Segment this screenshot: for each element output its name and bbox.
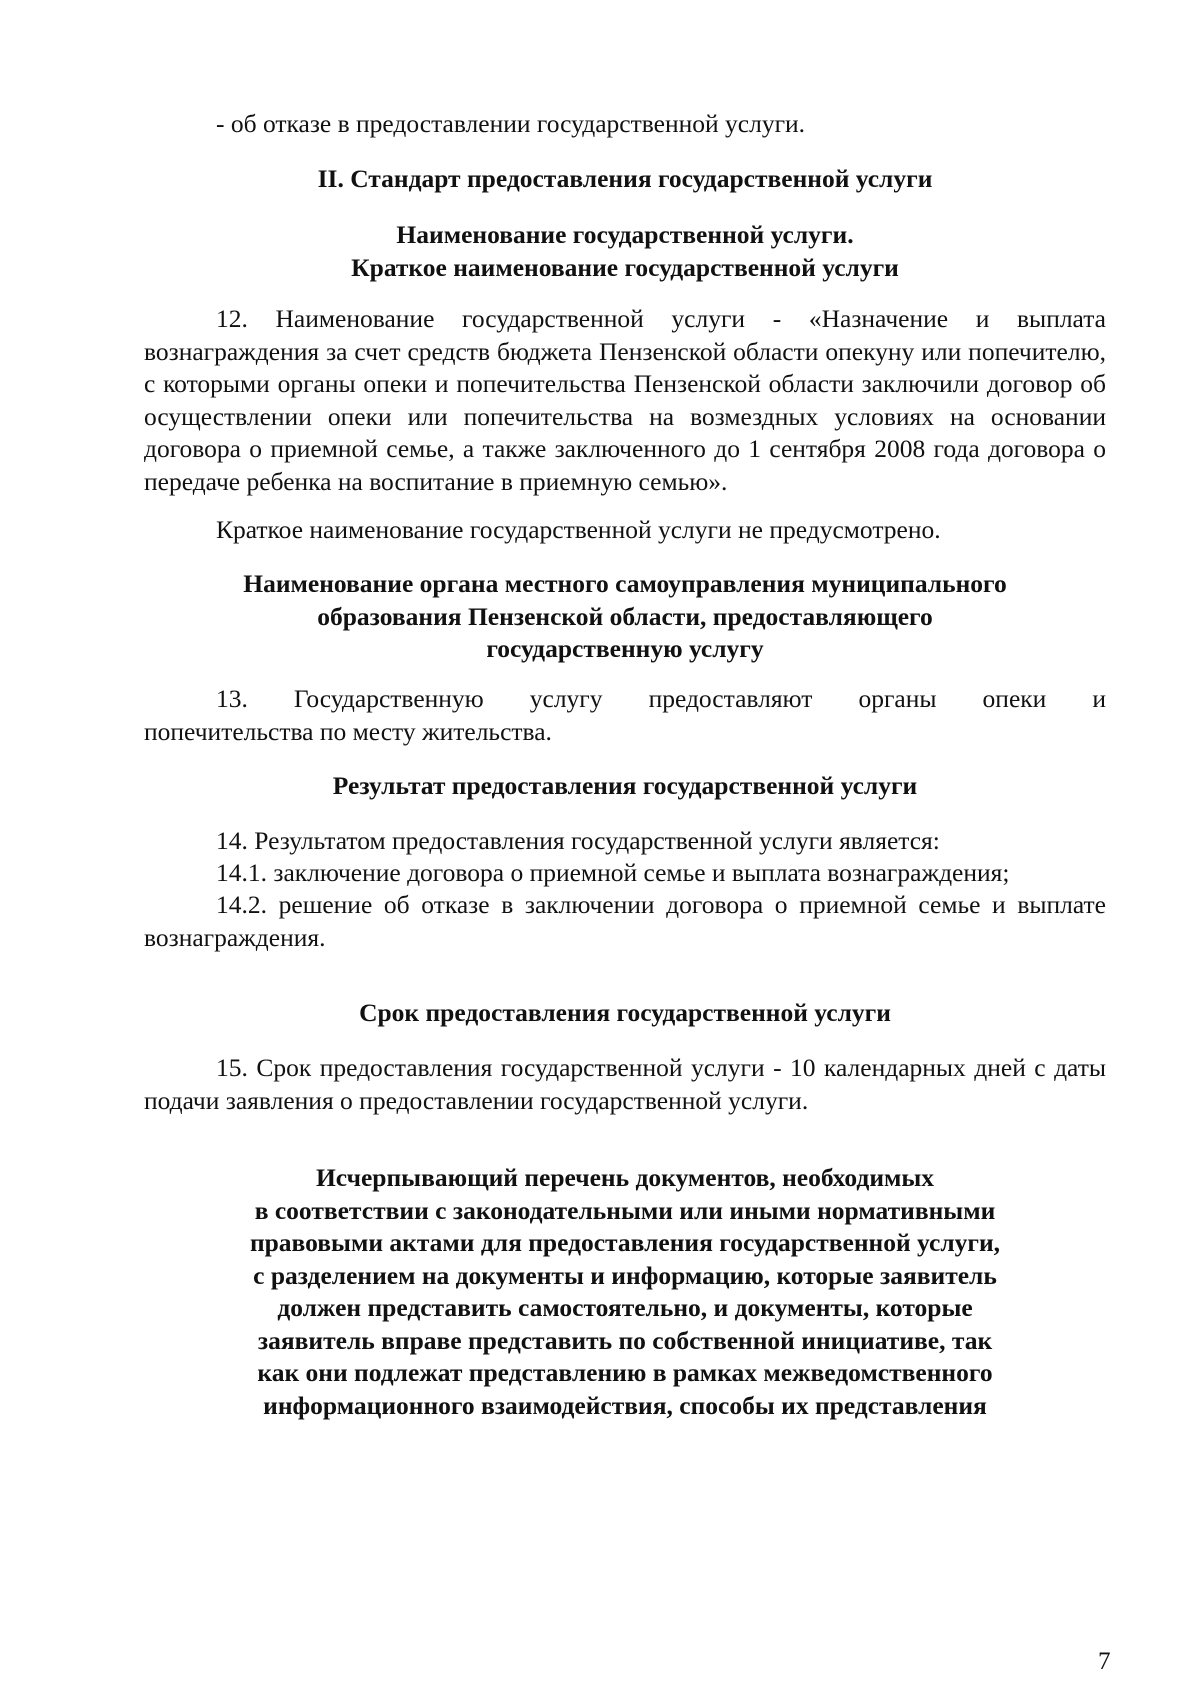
heading-line: Наименование органа местного самоуправления муниципального	[243, 569, 1007, 598]
heading-line: как они подлежат представлению в рамках межведомственного	[257, 1358, 993, 1387]
heading-line: заявитель вправе представить по собственной инициативе, так	[257, 1325, 993, 1355]
word: и	[1092, 684, 1106, 713]
heading-line: Исчерпывающий перечень документов, необходимых	[315, 1163, 935, 1192]
section-title: II. Стандарт предоставления государственной услуги	[317, 164, 933, 193]
heading-line: информационного взаимодействия, способы их представления	[263, 1390, 987, 1420]
heading-term: Срок предоставления государственной услуги	[359, 998, 891, 1027]
word: предоставляют	[648, 684, 813, 713]
heading-line: образования Пензенской области, предоставляющего	[317, 601, 933, 631]
paragraph-12: 12. Наименование государственной услуги - «Назначение и выплата вознаграждения за счет средств бюджета Пензенской области опекуну или попечителю, с которыми органы опеки и попечительства Пензенской области заключили договор об осуществлении опеки или попечительства на возмездных условиях на основании договора о приемной семье, а также заключенного до 1 сентября 2008 года договора о передаче ребенка на воспитание в приемную семью».	[144, 304, 1106, 496]
heading-line: должен представить самостоятельно, и документы, которые	[277, 1293, 973, 1322]
word: услугу	[529, 684, 603, 713]
heading-body	[144, 568, 1106, 666]
intro-line: - об отказе в предоставлении государственной услуги.	[216, 109, 806, 138]
word: опеки	[982, 684, 1047, 713]
paragraph-12-short-name: Краткое наименование государственной услуги не предусмотрено.	[216, 515, 941, 544]
paragraph-13	[144, 683, 1106, 748]
heading-result: Результат предоставления государственной услуги	[332, 771, 918, 800]
heading-line: Наименование государственной услуги.	[396, 220, 854, 249]
heading-service-name	[144, 219, 1106, 284]
paragraph-14-1: 14.1. заключение договора о приемной семье и выплата вознаграждения;	[216, 858, 1010, 887]
word: органы	[858, 684, 937, 713]
word: Государственную	[293, 684, 484, 713]
heading-line: правовыми актами для предоставления государственной услуги,	[249, 1228, 1001, 1257]
heading-line: Краткое наименование государственной услуги	[351, 252, 899, 282]
heading-line: государственную услугу	[486, 634, 764, 663]
page-number: 7	[1098, 1648, 1111, 1675]
paragraph-14-2: 14.2. решение об отказе в заключении договора о приемной семье и выплате вознаграждения.	[144, 890, 1106, 952]
heading-line: с разделением на документы и информацию, которые заявитель	[253, 1260, 997, 1290]
paragraph-13-first-line	[144, 683, 1106, 716]
paragraph-15: 15. Срок предоставления государственной услуги - 10 календарных дней с даты подачи заявления о предоставлении государственной услуги.	[144, 1053, 1106, 1115]
paragraph-13-rest: попечительства по месту жительства.	[144, 716, 552, 746]
heading-line: в соответствии с законодательными или иными нормативными	[254, 1195, 996, 1225]
word: 13.	[216, 684, 248, 713]
heading-documents	[144, 1162, 1106, 1422]
paragraph-14: 14. Результатом предоставления государственной услуги является:	[216, 826, 940, 855]
